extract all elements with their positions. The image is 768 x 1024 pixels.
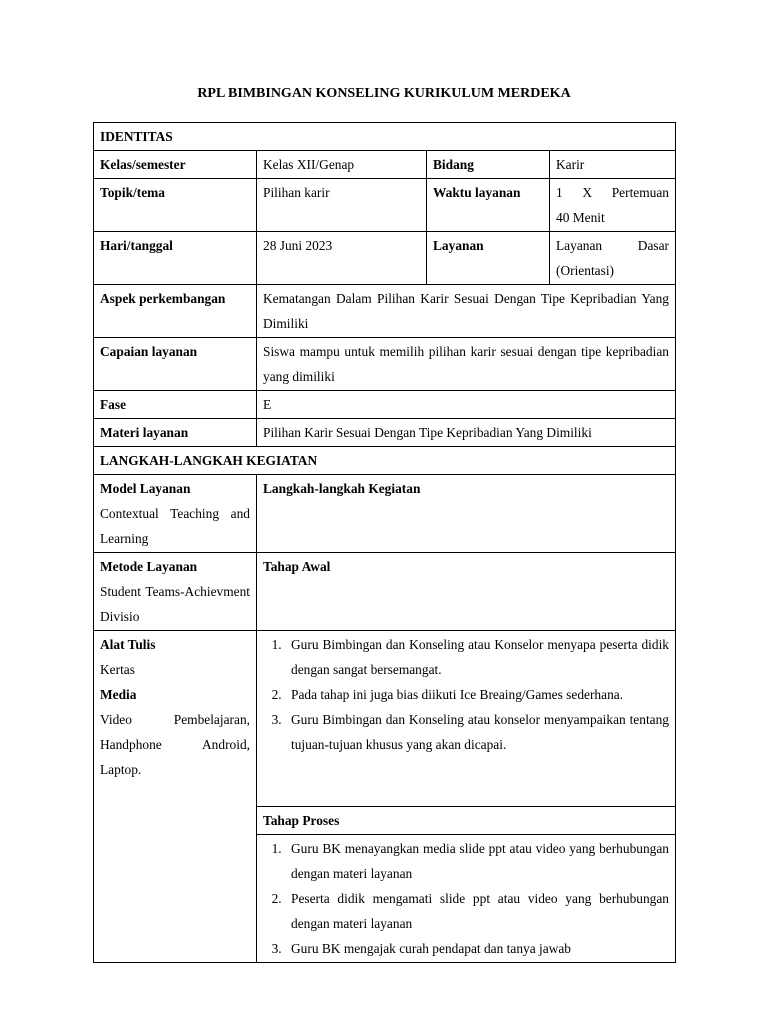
tahap-proses-list-cell (257, 835, 676, 963)
topik-label: Topik/tema (94, 179, 257, 232)
alat-value: Kertas (100, 662, 135, 677)
identitas-header: IDENTITAS (94, 123, 676, 151)
list-item: 1. Guru BK menayangkan media slide ppt atau video yang berhubungan dengan materi layanan (285, 836, 669, 886)
capaian-value: Siswa mampu untuk memilih pilihan karir sesuai dengan tipe kepribadian yang dimiliki (257, 338, 676, 391)
metode-layanan-cell (94, 553, 257, 631)
model-label: Model Layanan (100, 481, 191, 496)
langkah-title: Langkah-langkah Kegiatan (257, 475, 676, 553)
tahap-awal-list (263, 632, 669, 757)
materi-value: Pilihan Karir Sesuai Dengan Tipe Kepribadian Yang Dimiliki (257, 419, 676, 447)
bidang-label: Bidang (427, 151, 550, 179)
aspek-value: Kematangan Dalam Pilihan Karir Sesuai Dengan Tipe Kepribadian Yang Dimiliki (257, 285, 676, 338)
hari-value: 28 Juni 2023 (257, 232, 427, 285)
hari-label: Hari/tanggal (94, 232, 257, 285)
layanan-label: Layanan (427, 232, 550, 285)
list-item: 3. Guru Bimbingan dan Konseling atau konselor menyampaikan tentang tujuan-tujuan khusus yang akan dicapai. (285, 707, 669, 757)
waktu-value (550, 179, 676, 232)
list-item: 1. Guru Bimbingan dan Konseling atau Konselor menyapa peserta didik dengan sangat bersemangat. (285, 632, 669, 682)
document-title: RPL BIMBINGAN KONSELING KURIKULUM MERDEKA (197, 86, 571, 101)
waktu-label: Waktu layanan (427, 179, 550, 232)
tahap-awal-list-cell (257, 631, 676, 807)
bidang-value: Karir (550, 151, 676, 179)
fase-label: Fase (94, 391, 257, 419)
list-item: 2. Pada tahap ini juga bias diikuti Ice Breaing/Games sederhana. (285, 682, 669, 707)
kelas-label: Kelas/semester (94, 151, 257, 179)
metode-label: Metode Layanan (100, 559, 198, 574)
layanan-value-line2: (Orientasi) (556, 263, 615, 278)
layanan-value-line1: Layanan Dasar (556, 238, 669, 253)
media-value: Video Pembelajaran, Handphone Android, Laptop. (100, 712, 250, 777)
model-layanan-cell (94, 475, 257, 553)
langkah-header: LANGKAH-LANGKAH KEGIATAN (94, 447, 676, 475)
fase-value: E (257, 391, 676, 419)
topik-value: Pilihan karir (257, 179, 427, 232)
tahap-proses-list (263, 836, 669, 961)
aspek-label: Aspek perkembangan (94, 285, 257, 338)
rpl-table (93, 122, 676, 963)
tahap-awal-title: Tahap Awal (257, 553, 676, 631)
waktu-value-line1: 1 X Pertemuan (556, 185, 669, 200)
alat-media-cell (94, 631, 257, 963)
alat-label: Alat Tulis (100, 637, 156, 652)
media-label: Media (100, 687, 137, 702)
waktu-value-line2: 40 Menit (556, 210, 605, 225)
tahap-proses-title: Tahap Proses (257, 807, 676, 835)
layanan-value (550, 232, 676, 285)
model-value: Contextual Teaching and Learning (100, 506, 250, 546)
metode-value: Student Teams-Achievment Divisio (100, 584, 250, 624)
kelas-value: Kelas XII/Genap (257, 151, 427, 179)
materi-label: Materi layanan (94, 419, 257, 447)
capaian-label: Capaian layanan (94, 338, 257, 391)
list-item: 3. Guru BK mengajak curah pendapat dan tanya jawab (285, 936, 669, 961)
list-item: 2. Peserta didik mengamati slide ppt atau video yang berhubungan dengan materi layanan (285, 886, 669, 936)
